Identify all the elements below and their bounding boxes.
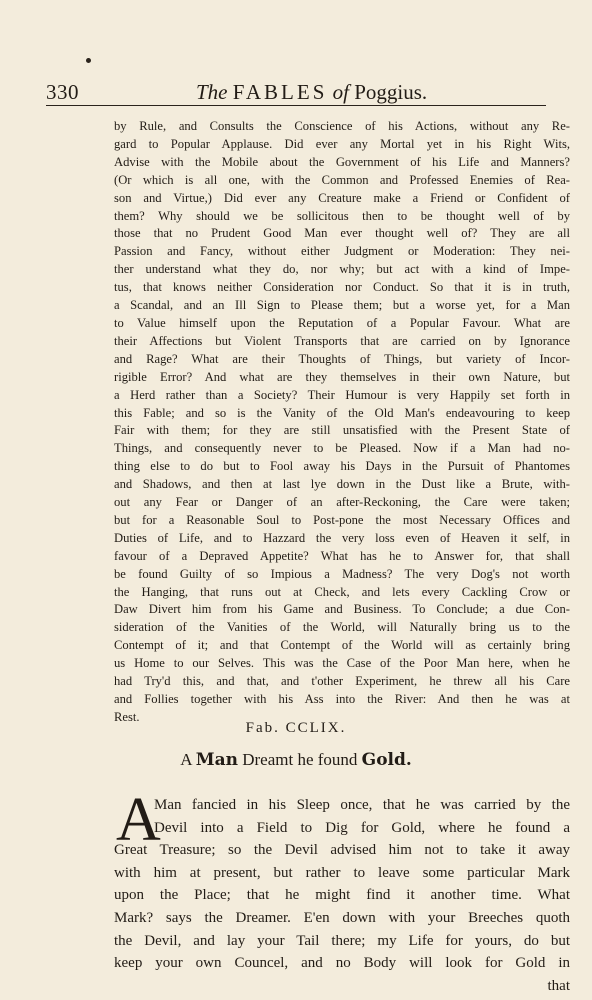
ink-speck — [86, 58, 91, 63]
text-line: had Try'd this, and that, and t'other Experiment, he threw all his Care — [114, 674, 570, 689]
text-line: the Hanging, that runs out at Check, and lets every Cackling Crow or — [114, 584, 570, 599]
title-name: Poggius. — [354, 80, 428, 104]
text-line: those that no Prudent Good Man ever thought well of? They are all — [114, 226, 570, 241]
fable-title-mid: Dreamt he found — [242, 750, 358, 769]
text-line: thing else to do but to Fool away his Days in the Pursuit of Phantomes — [114, 459, 570, 474]
text-line: sideration of the Vanities of the World, will Naturally bring us to the — [114, 620, 570, 635]
text-line: Fair with them; for they are still unsatisfied with the Present State of — [114, 423, 570, 438]
text-line: and Follies together with his Ass into the River: And then he was at — [114, 692, 570, 706]
text-line: Duties of Life, and to Hazzard the very loss even of Heaven it self, in — [114, 530, 570, 545]
text-line: them? Why should we be sollicitous then to be thought well of by — [114, 208, 570, 223]
drop-cap: A — [116, 786, 161, 854]
text-line: (Or which is all one, with the Common and Professed Enemies of Rea- — [114, 172, 570, 187]
text-line: gard to Popular Applause. Did ever any Mortal yet in his Right Wits, — [114, 136, 570, 151]
fable-line: that — [547, 977, 570, 994]
text-line: and Rage? What are their Thoughts of Things, but variety of Incor- — [114, 351, 570, 366]
fable-line: the Devil, and lay your Tail there; my Life for yours, do but — [114, 932, 570, 949]
text-line: a Herd rather than a Society? Their Humour is very Happily set forth in — [114, 387, 570, 402]
reflection-passage — [114, 118, 570, 727]
fable-text — [114, 794, 570, 997]
text-line: tus, that knows neither Consideration nor Conduct. So that it is in truth, — [114, 280, 570, 295]
text-line: us Home to our Selves. This was the Case of the Poor Man here, when he — [114, 656, 570, 671]
fable-number: Fab. CCLIX. — [245, 720, 347, 736]
fable-line: Man fancied in his Sleep once, that he was carried by the — [154, 797, 570, 813]
text-line: out any Fear or Danger of an after-Reckoning, the Care were taken; — [114, 495, 570, 510]
text-line: rigible Error? And what are they themselves in their own Nature, but — [114, 369, 570, 384]
fable-line: keep your own Councel, and no Body will look for Gold in — [114, 955, 570, 972]
text-line: favour of a Depraved Appetite? What has he to Answer for, that shall — [114, 548, 570, 563]
text-line: to Value himself upon the Reputation of a Popular Favour. What are — [114, 315, 570, 330]
fable-line: Great Treasure; so the Devil advised him not to take it away — [114, 842, 570, 859]
text-line: ther understand what they do, nor why; but act with a kind of Impe- — [114, 262, 570, 277]
fable-line: Devil into a Field to Dig for Gold, where he found a — [154, 819, 570, 836]
text-line: Things, and consequently never to be Pleased. Now if a Man had no- — [114, 441, 570, 456]
running-title — [196, 80, 427, 105]
text-line: Passion and Fancy, without either Judgment or Moderation: They nei- — [114, 244, 570, 259]
text-line: their Affections but Violent Transports that are carried on by Ignorance — [114, 333, 570, 348]
text-line: Contempt of it; and that Contempt of the World will as certainly bring — [114, 638, 570, 653]
text-line: this Fable; and so is the Vanity of the Old Man's endeavouring to keep — [114, 405, 570, 420]
text-line: Advise with the Mobile about the Government of his Life and Manners? — [114, 154, 570, 169]
fable-line: upon the Place; that he might find it another time. What — [114, 887, 570, 904]
fable-line: Mark? says the Dreamer. E'en down with your Breeches quoth — [114, 909, 570, 926]
fable-line: with him at present, but rather to leave some particular Mark — [114, 864, 570, 881]
text-line: son and Virtue,) Did ever any Creature make a Friend or Confident of — [114, 190, 570, 205]
fable-title-a: A — [180, 750, 192, 769]
text-line: Rest. — [114, 709, 140, 724]
text-line: a Scandal, and an Ill Sign to Please them; but a worse yet, for a Man — [114, 298, 570, 313]
fable-title — [0, 750, 592, 770]
text-line: but for a Reasonable Soul to Post-pone the most Necessary Offices and — [114, 512, 570, 527]
fable-title-gold: Gold. — [361, 750, 412, 770]
title-of: of — [332, 80, 349, 104]
title-prefix: The — [196, 80, 228, 104]
title-main: FABLES — [232, 80, 328, 104]
text-line: by Rule, and Consults the Conscience of his Actions, without any Re- — [114, 119, 570, 133]
text-line: Daw Divert him from his Game and Business. To Conclude; a due Con- — [114, 602, 570, 617]
header-rule — [46, 105, 546, 106]
running-header — [46, 80, 546, 106]
fable-title-man: Man — [195, 750, 238, 770]
text-line: be found Guilty of so Impious a Madness? The very Dog's not worth — [114, 566, 570, 581]
page-number: 330 — [46, 80, 79, 104]
text-line: and Shadows, and then at last lye down in the Dust like a Brute, with- — [114, 477, 570, 492]
